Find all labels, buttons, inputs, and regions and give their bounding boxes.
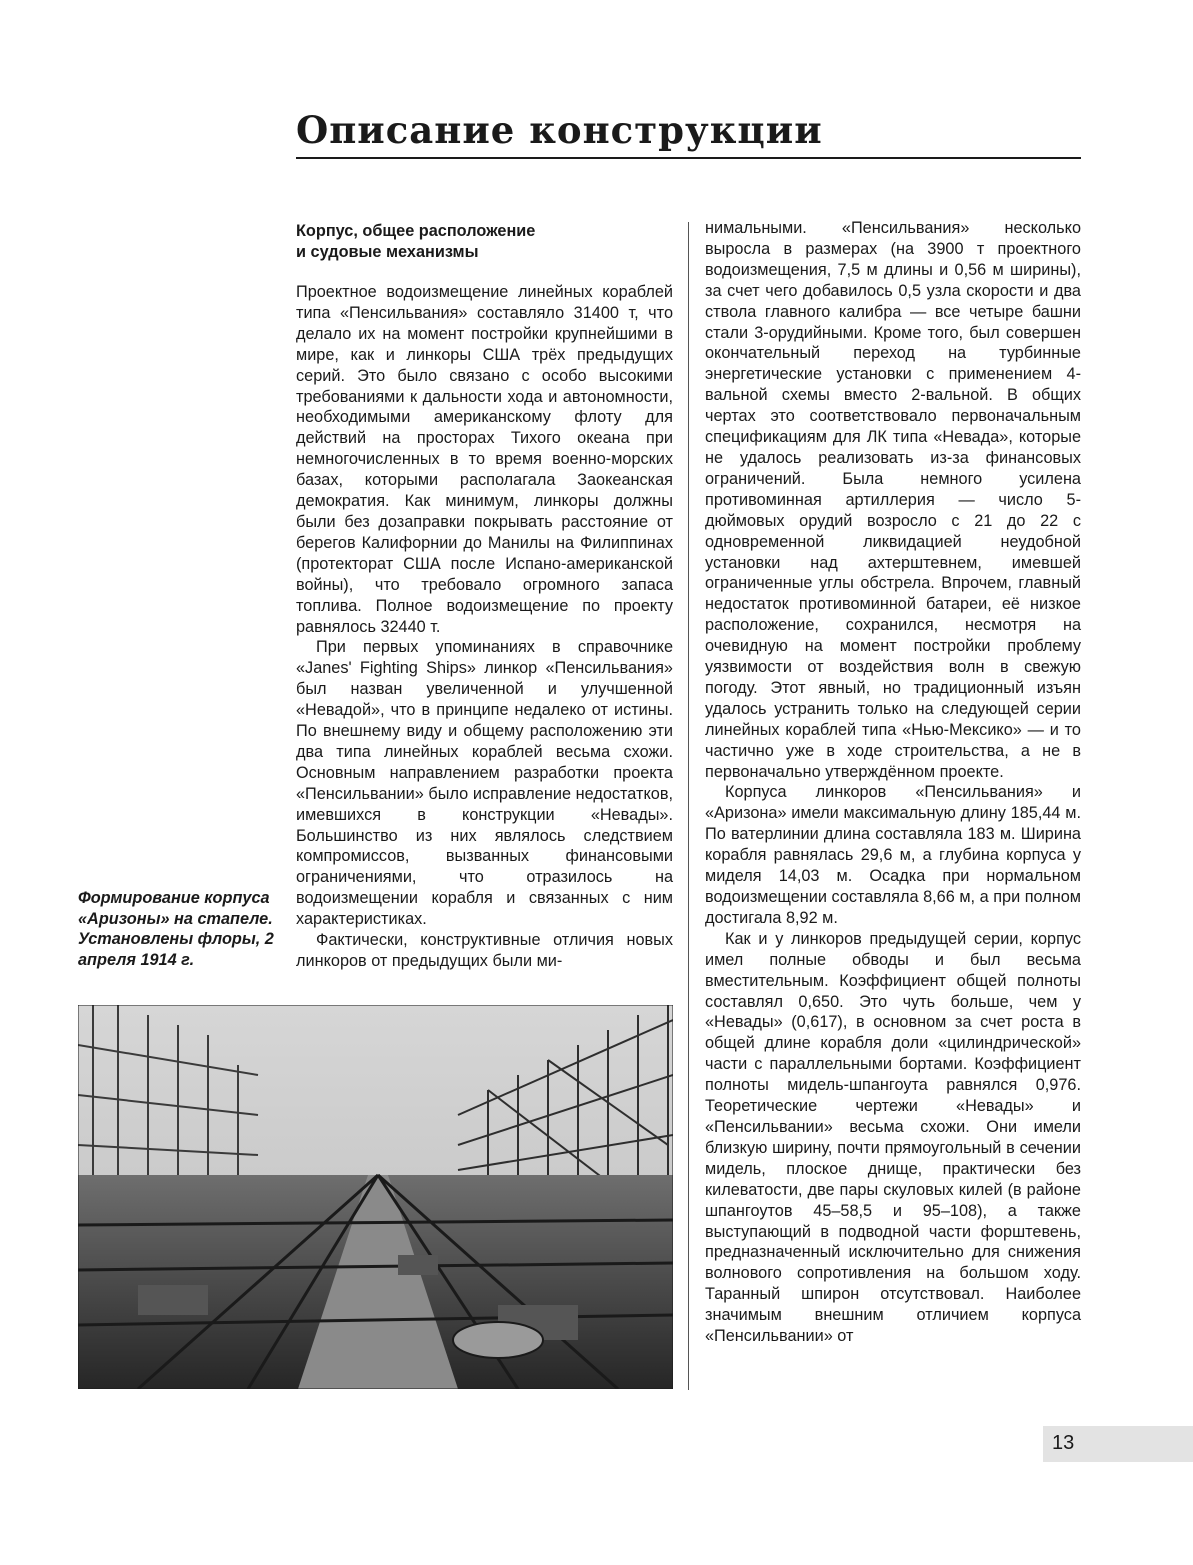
shipyard-photo [78, 1005, 673, 1389]
page-number: 13 [1052, 1432, 1075, 1454]
paragraph: При первых упоминаниях в справочнике «Janes' Fighting Ships» линкор «Пенсильвания» был назван увеличенной и улучшенной «Невадой», что в принципе недалеко от истины. По внешнему виду и общему расположению эти два типа линейных кораблей весьма схожи. Основным направлением разработки проекта «Пенсильвании» было исправление недостатков, имевшихся в конструкции «Невады». Большинство из них являлось следствием компромиссов, вызванных финансовыми ограничениями, что отразилось на водоизмещении корабля и связанных с ним характеристиках. [296, 638, 673, 929]
section-heading [296, 221, 673, 262]
title-underline [296, 157, 1081, 159]
paragraph: Проектное водоизмещение линейных кораблей типа «Пенсильвания» составляло 31400 т, что делало их на момент постройки крупнейшими в мире, как и линкоры США трёх предыдущих серий. Это было связано с особо высокими требованиями к дальности хода и автономности, необходимыми американскому флоту для действий на просторах Тихого океана при немногочисленных в то время военно-морских базах, которыми располагала Заокеанская демократия. Как минимум, линкоры должны были без дозаправки покрывать расстояние от берегов Калифорнии до Манилы на Филиппинах (протекторат США после Испано-американской войны), что требовало огромного запаса топлива. Полное водоизмещение по проекту равнялось 32440 т. [296, 283, 673, 636]
paragraph: нимальными. «Пенсильвания» несколько выросла в размерах (на 3900 т проектного водоизмещения, 7,5 м длины и 0,56 м ширины), за счет чего добавилось 0,5 узла скорости и два ствола главного калибра — все четыре башни стали 3-орудийными. Кроме того, был совершен окончательный переход на турбинные энергетические установки с применением 4-вальной схемы вместо 2-вальной. В общих чертах это соответствовало первоначальным спецификациям для ЛК типа «Невада», которые не удалось реализовать из-за финансовых ограничений. Была немного усилена противоминная артиллерия — число 5-дюймовых орудий возросло с 21 до 22 с одновременной ликвидацией неудобной установки над ахтерштевнем, имевшей ограниченные углы обстрела. Впрочем, главный недостаток противоминной батареи, её низкое расположение, сохранился, несмотря на очевидную на момент постройки проблему уязвимости от воздействия волн в свежую погоду. Этот явный, но традиционный изъян удалось устранить только на следующей серии линейных кораблей типа «Нью-Мексико» — и то частично уже в ходе строительства, а не в первоначально утверждённом проекте. [705, 219, 1081, 781]
section-heading-line-2: и судовые механизмы [296, 242, 479, 261]
paragraph: Корпуса линкоров «Пенсильвания» и «Аризона» имели максимальную длину 185,44 м. По ватерлинии длина составляла 183 м. Ширина корабля равнялась 29,6 м, а глубина корпуса у миделя 14,03 м. Осадка при нормальном водоизмещении составляла 8,66 м, а при полном достигала 8,92 м. [705, 783, 1081, 927]
text-column-left [296, 282, 673, 972]
column-divider [688, 222, 689, 1390]
paragraph: Фактически, конструктивные отличия новых линкоров от предыдущих были ми- [296, 931, 673, 970]
section-heading-line-1: Корпус, общее расположение [296, 222, 536, 240]
paragraph: Как и у линкоров предыдущей серии, корпус имел полные обводы и был весьма вместительным. Коэффициент общей полноты составлял 0,650. Это чуть больше, чем у «Невады» (0,617), в основном за счет роста в общей длине корабля доли «цилиндрической» части с параллельными бортами. Коэффициент полноты мидель-шпангоута равнялся 0,976. Теоретические чертежи «Невады» и «Пенсильвании» весьма схожи. Они имели близкую ширину, почти прямоугольный в сечении мидель, плоское днище, практически без килеватости, две пары скуловых килей (в районе шпангоутов 45–58,5 и 95–108), а также выступающий в подводной части форштевень, предназначенный исключительно для снижения волнового сопротивления на большом ходу. Таранный шпирон отсутствовал. Наиболее значимым внешним отличием корпуса «Пенсильвании» от [705, 929, 1081, 1346]
text-column-right [705, 218, 1081, 1347]
photo-caption: Формирование корпуса «Аризоны» на стапеле. Установлены флоры, 2 апреля 1914 г. [78, 889, 274, 969]
page-title: Описание конструкции [296, 108, 823, 152]
